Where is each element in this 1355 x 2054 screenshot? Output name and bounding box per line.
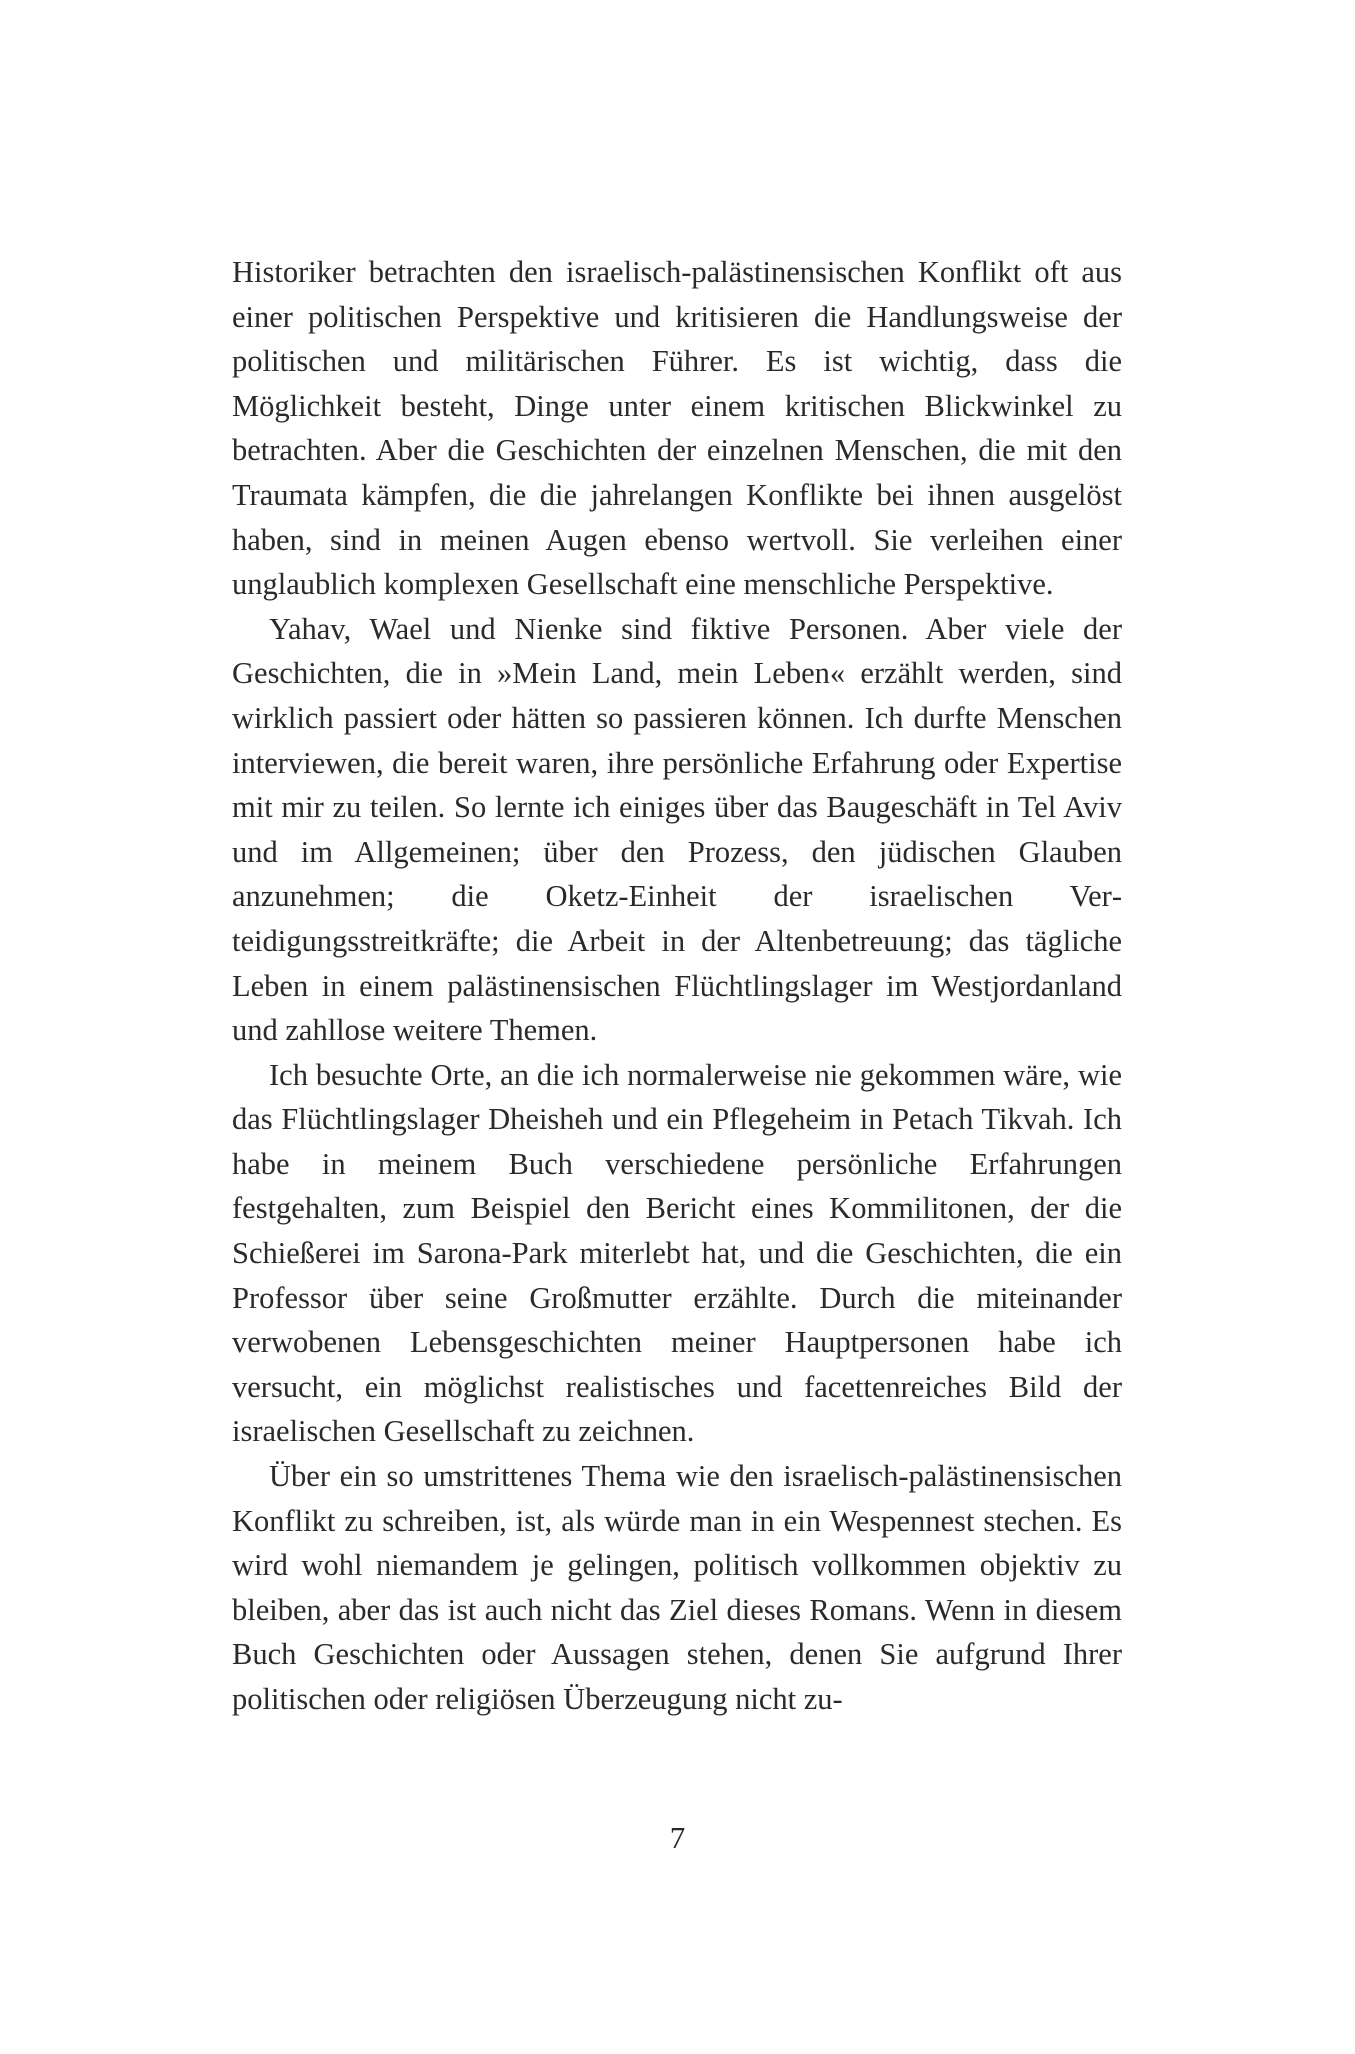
paragraph-1: Historiker betrachten den israelisch-palästinensischen Konflikt oft aus einer politischen Perspektive und kritisieren die Handlungsweise der politischen und militärischen Führer. Es ist wichtig, dass die Möglichkeit besteht, Dinge unter einem kritischen Blickwinkel zu betrachten. Aber die Geschichten der einzelnen Menschen, die mit den Traumata kämpfen, die die jahrelangen Konflikte bei ihnen ausgelöst haben, sind in meinen Augen ebenso wertvoll. Sie verleihen einer unglaublich komplexen Gesellschaft eine menschliche Perspektive.	[232, 255, 1122, 602]
paragraph-3: Ich besuchte Orte, an die ich normalerweise nie gekommen wäre, wie das Flüchtlingslager Dheisheh und ein Pflegeheim in Petach Tikvah. Ich habe in meinem Buch verschiedene persönliche Erfahrungen festgehalten, zum Beispiel den Bericht eines Kommilitonen, der die Schießerei im Sarona-Park miterlebt hat, und die Geschichten, die ein Professor über seine Großmutter erzählte. Durch die miteinander verwobenen Lebensgeschichten meiner Hauptpersonen habe ich versucht, ein möglichst realistisches und facettenreiches Bild der israelischen Gesellschaft zu zeichnen.	[232, 1057, 1122, 1449]
body-text	[232, 250, 1122, 1722]
page-number: 7	[669, 1820, 686, 1855]
paragraph-2: Yahav, Wael und Nienke sind fiktive Personen. Aber viele der Geschichten, die in »Mein Land, mein Leben« erzählt werden, sind wirklich passiert oder hätten so passieren können. Ich durfte Menschen interviewen, die bereit waren, ihre persönliche Erfahrung oder Expertise mit mir zu teilen. So lernte ich einiges über das Baugeschäft in Tel Aviv und im Allgemeinen; über den Prozess, den jüdischen Glauben anzunehmen; die Oketz-Einheit der israelischen Verteidigungsstreitkräfte; die Arbeit in der Altenbetreuung; das tägliche Leben in einem palästinensischen Flüchtlingslager im Westjordanland und zahllose weitere Themen.	[232, 611, 1122, 1048]
paragraph-4: Über ein so umstrittenes Thema wie den israelisch-palästinensischen Konflikt zu schreiben, ist, als würde man in ein Wespennest stechen. Es wird wohl niemandem je gelingen, politisch vollkommen objektiv zu bleiben, aber das ist auch nicht das Ziel dieses Romans. Wenn in diesem Buch Geschichten oder Aussagen stehen, denen Sie aufgrund Ihrer politischen oder religiösen Überzeugung nicht zu-	[232, 1459, 1122, 1716]
